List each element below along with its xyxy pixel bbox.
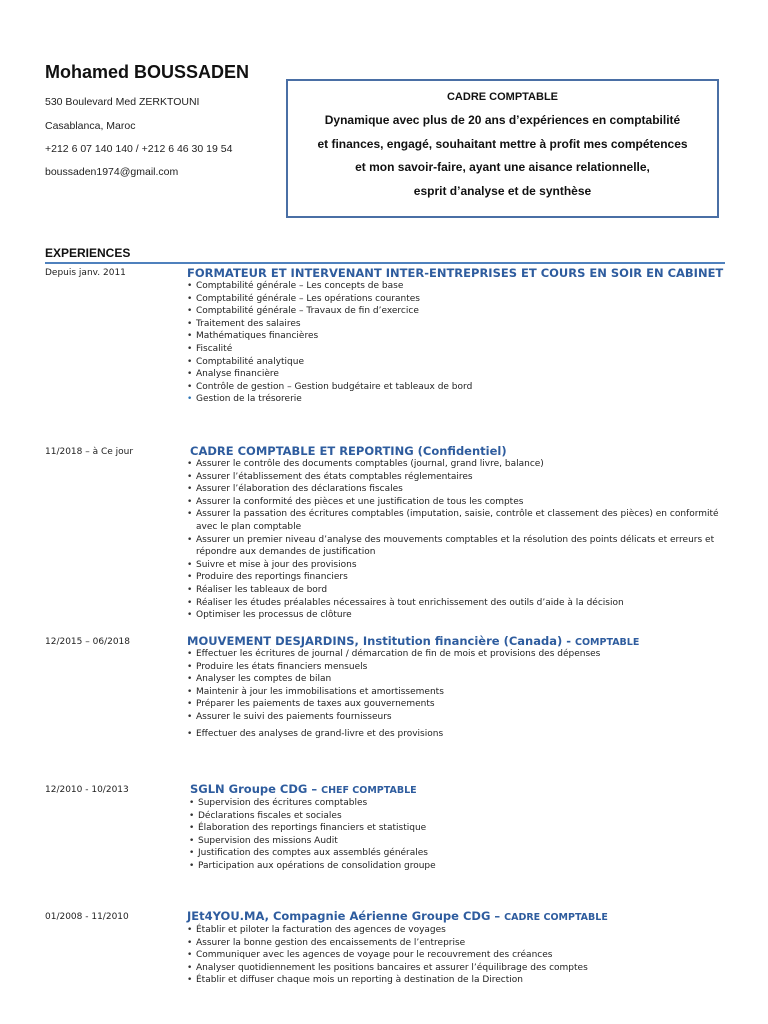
- summary-line: esprit d’analyse et de synthèse: [413, 183, 592, 198]
- experience-tasks: [187, 458, 742, 622]
- experience-title: [190, 782, 417, 796]
- job-title: CADRE COMPTABLE ET REPORTING (Confidentiel): [190, 444, 507, 458]
- profile-summary: [288, 109, 717, 203]
- task-item: • Comptabilité générale – Les opérations courantes: [187, 293, 727, 306]
- task-item: • Réaliser les tableaux de bord: [187, 584, 742, 597]
- task-item: • Supervision des missions Audit: [189, 835, 729, 848]
- task-item: • Établir et piloter la facturation des agences de voyages: [187, 924, 727, 937]
- experience-title: [187, 909, 608, 923]
- job-title: MOUVEMENT DESJARDINS, Institution financière (Canada) -: [187, 634, 575, 648]
- experience-title: [190, 444, 507, 458]
- task-item: • Effectuer des analyses de grand-livre et des provisions: [187, 728, 727, 741]
- task-item: • Comptabilité analytique: [187, 356, 727, 369]
- summary-line: Dynamique avec plus de 20 ans d’expériences en comptabilité: [324, 113, 681, 127]
- task-item: • Fiscalité: [187, 343, 727, 356]
- summary-line: et finances, engagé, souhaitant mettre à profit mes compétences: [317, 136, 688, 151]
- task-item: • Comptabilité générale – Les concepts de base: [187, 280, 727, 293]
- job-title: SGLN Groupe CDG –: [190, 782, 322, 796]
- job-title: JEt4YOU.MA, Compagnie Aérienne Groupe CDG –: [187, 909, 505, 923]
- experience-date: 01/2008 - 11/2010: [45, 912, 129, 922]
- task-item: • Déclarations fiscales et sociales: [189, 810, 729, 823]
- task-item: • Assurer la passation des écritures comptables (imputation, saisie, contrôle et classement des pièces) en conformité avec le plan comptable: [187, 508, 742, 533]
- experience-title: [187, 634, 639, 648]
- task-item: • Réaliser les études préalables nécessaires à tout enrichissement des outils d’aide à la décision: [187, 597, 742, 610]
- task-item: • Analyser les comptes de bilan: [187, 673, 727, 686]
- task-item: • Effectuer les écritures de journal / démarcation de fin de mois et provisions des dépenses: [187, 648, 727, 661]
- experience-tasks: [187, 924, 727, 987]
- experience-tasks: [189, 797, 729, 873]
- task-item: • Assurer un premier niveau d’analyse des mouvements comptables et la résolution des points délicats et erreurs et répondre aux demandes de justification: [187, 534, 742, 559]
- task-item: • Préparer les paiements de taxes aux gouvernements: [187, 698, 727, 711]
- experience-date: 12/2010 - 10/2013: [45, 785, 129, 795]
- task-item: • Assurer le contrôle des documents comptables (journal, grand livre, balance): [187, 458, 742, 471]
- task-item: • Traitement des salaires: [187, 318, 727, 331]
- task-item: • Assurer l’établissement des états comptables réglementaires: [187, 471, 742, 484]
- task-item: • Gestion de la trésorerie: [187, 393, 727, 406]
- task-item: • Produire des reportings financiers: [187, 571, 742, 584]
- experience-date: 12/2015 – 06/2018: [45, 637, 130, 647]
- task-item: • Produire les états financiers mensuels: [187, 661, 727, 674]
- job-role: CHEF COMPTABLE: [321, 785, 417, 796]
- summary-line: et mon savoir-faire, ayant une aisance relationnelle,: [355, 160, 650, 174]
- job-role: CADRE COMPTABLE: [504, 912, 608, 923]
- profile-title: CADRE COMPTABLE: [446, 91, 558, 103]
- task-item: • Participation aux opérations de consolidation groupe: [189, 860, 729, 873]
- city: Casablanca, Maroc: [45, 120, 136, 132]
- email: boussaden1974@gmail.com: [45, 166, 179, 178]
- job-role: COMPTABLE: [575, 637, 640, 648]
- experience-date: Depuis janv. 2011: [45, 268, 126, 278]
- task-item: • Mathématiques financières: [187, 330, 727, 343]
- phone-numbers: +212 6 07 140 140 / +212 6 46 30 19 54: [45, 143, 233, 155]
- experience-date: 11/2018 – à Ce jour: [45, 447, 134, 457]
- task-item: • Suivre et mise à jour des provisions: [187, 559, 742, 572]
- task-item: • Maintenir à jour les immobilisations et amortissements: [187, 686, 727, 699]
- task-item: • Élaboration des reportings financiers et statistique: [189, 822, 729, 835]
- task-item: • Justification des comptes aux assemblés générales: [189, 847, 729, 860]
- task-item: • Établir et diffuser chaque mois un reporting à destination de la Direction: [187, 974, 727, 987]
- task-item: • Supervision des écritures comptables: [189, 797, 729, 810]
- task-item: • Analyse financière: [187, 368, 727, 381]
- task-item: • Communiquer avec les agences de voyage pour le recouvrement des créances: [187, 949, 727, 962]
- task-item: • Assurer la bonne gestion des encaissements de l’entreprise: [187, 937, 727, 950]
- profile-summary-box: [286, 79, 719, 218]
- task-item: • Assurer la conformité des pièces et une justification de tous les comptes: [187, 496, 742, 509]
- address: 530 Boulevard Med ZERKTOUNI: [45, 96, 200, 108]
- job-title: FORMATEUR ET INTERVENANT INTER-ENTREPRISES ET COURS EN SOIR EN CABINET: [187, 266, 724, 280]
- task-item: • Analyser quotidiennement les positions bancaires et assurer l’équilibrage des comptes: [187, 962, 727, 975]
- section-divider: [45, 262, 725, 264]
- task-item: • Optimiser les processus de clôture: [187, 609, 742, 622]
- experience-title: [187, 266, 723, 280]
- candidate-name: Mohamed BOUSSADEN: [45, 62, 250, 82]
- task-item: • Comptabilité générale – Travaux de fin d’exercice: [187, 305, 727, 318]
- experience-tasks: [187, 648, 727, 740]
- section-title-experiences: EXPERIENCES: [45, 246, 131, 260]
- task-item: • Assurer le suivi des paiements fournisseurs: [187, 711, 727, 724]
- experience-tasks: [187, 280, 727, 406]
- task-item: • Assurer l’élaboration des déclarations fiscales: [187, 483, 742, 496]
- task-item: • Contrôle de gestion – Gestion budgétaire et tableaux de bord: [187, 381, 727, 394]
